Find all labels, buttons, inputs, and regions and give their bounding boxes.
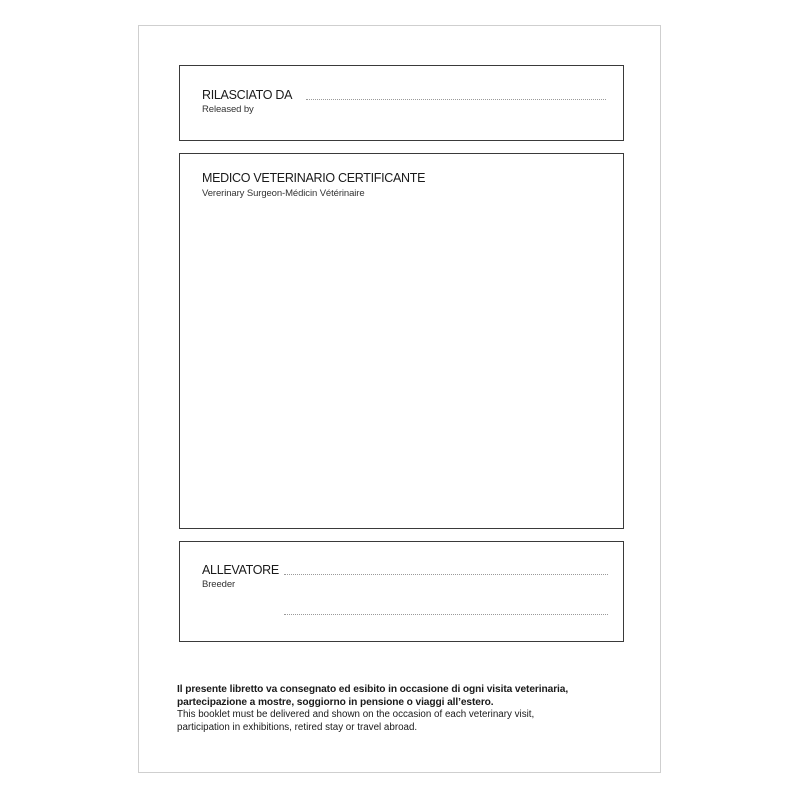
released-by-title: RILASCIATO DA xyxy=(202,88,293,102)
veterinary-surgeon-subtitle: Vererinary Surgeon-Médicin Vétérinaire xyxy=(202,188,365,199)
breeder-field-line-2[interactable] xyxy=(284,614,608,615)
released-by-field[interactable] xyxy=(306,99,606,100)
booklet-notice xyxy=(177,684,617,734)
breeder-title: ALLEVATORE xyxy=(202,563,279,577)
released-by-section xyxy=(179,65,624,141)
breeder-section xyxy=(179,541,624,642)
booklet-page xyxy=(138,25,661,773)
veterinary-stamp-area[interactable] xyxy=(190,209,613,518)
released-by-subtitle: Released by xyxy=(202,104,254,115)
breeder-field-line-1[interactable] xyxy=(284,574,608,575)
veterinary-surgeon-section xyxy=(179,153,624,529)
breeder-subtitle: Breeder xyxy=(202,579,236,590)
notice-english-line-1: This booklet must be delivered and shown on the occasion of each veterinary visit, xyxy=(177,709,535,720)
notice-italian-line-1: Il presente libretto va consegnato ed esibito in occasione di ogni visita veterinaria, xyxy=(177,684,569,695)
notice-english-line-2: participation in exhibitions, retired stay or travel abroad. xyxy=(177,721,418,733)
veterinary-surgeon-title: MEDICO VETERINARIO CERTIFICANTE xyxy=(202,171,426,185)
notice-italian-line-2: partecipazione a mostre, soggiorno in pensione o viaggi all’estero. xyxy=(177,696,494,708)
